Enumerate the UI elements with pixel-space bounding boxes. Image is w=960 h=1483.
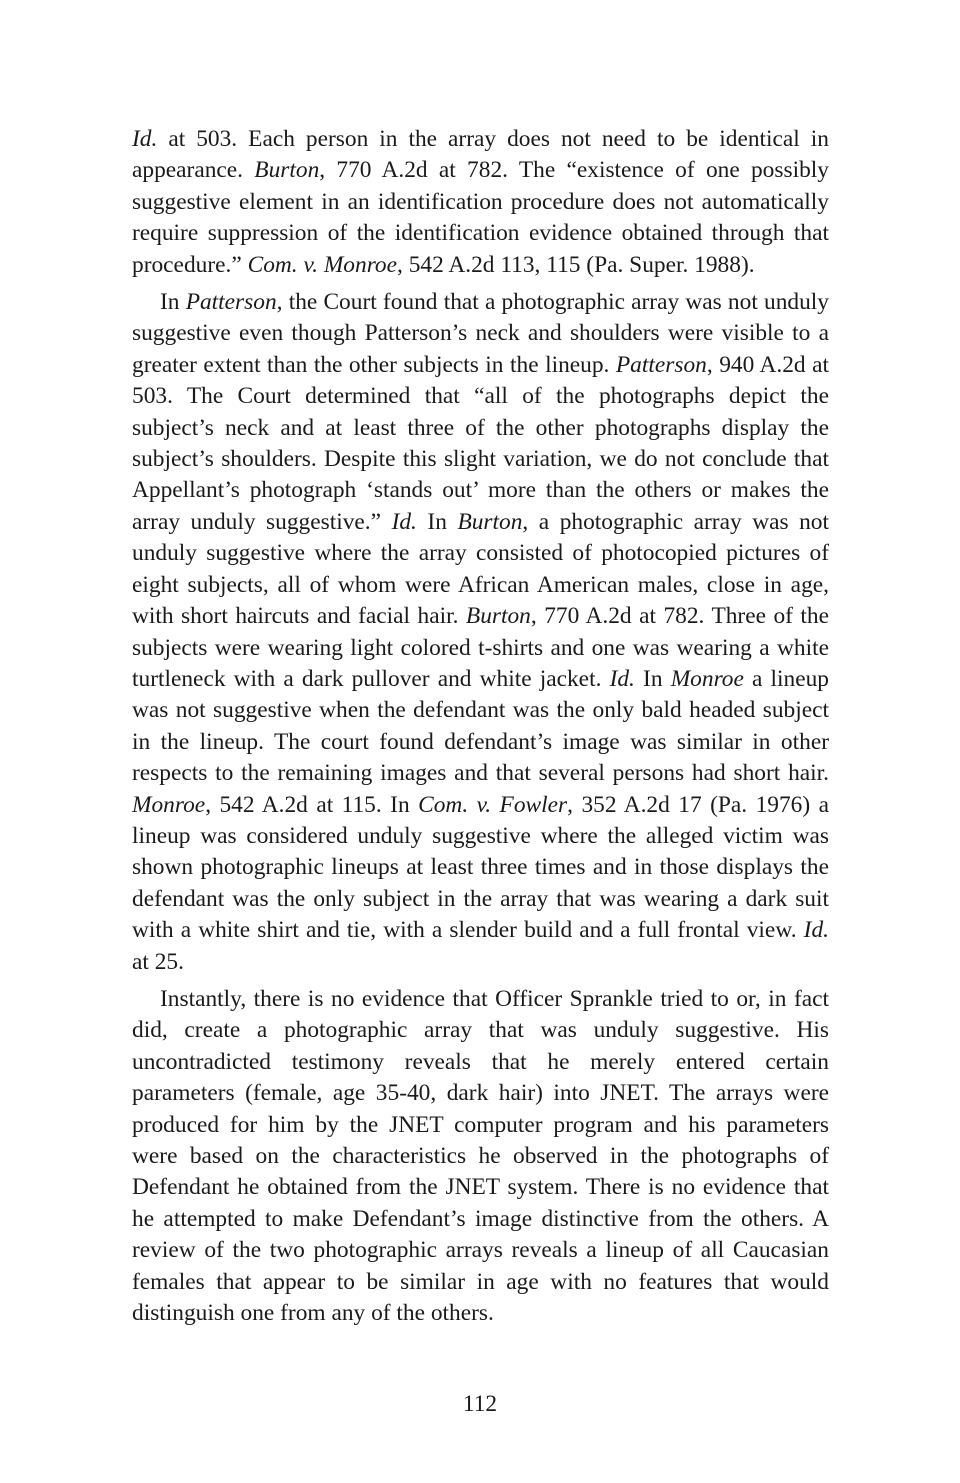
page-body xyxy=(132,124,829,1335)
case-name-fowler: Com. v. Fowler xyxy=(418,791,568,818)
paragraph-3 xyxy=(132,984,829,1329)
text-run: , a photographic array was not unduly suggestive where the array consisted of photocopied pictures of eight subjects, all of whom were African American males, close in age, with short haircuts and facial hair. xyxy=(132,508,829,630)
case-name-monroe: Monroe xyxy=(132,791,206,818)
citation-id: Id. xyxy=(803,917,829,944)
text-run: In xyxy=(160,289,186,316)
case-name-patterson: Patterson xyxy=(615,351,707,378)
text-run: the Court found that a photographic array was not unduly suggestive even though Patterson’s neck and shoulders were visible to a greater extent than the other subjects in the lineup. xyxy=(132,289,829,378)
case-name-patterson: Patterson, xyxy=(185,289,283,316)
text-run: Instantly, there is no evidence that Officer Sprankle tried to or, in fact did, create a photographic array that was unduly suggestive. His uncontradicted testimony reveals that he merely entered certain parameters (female, age 35-40, dark hair) into JNET. The arrays were produced for him by the JNET computer program and his parameters were based on the characteristics he observed in the photographs of Defendant he obtained from the JNET system. There is no evidence that he attempted to make Defendant’s image distinctive from the others. A review of the two photographic arrays reveals a lineup of all Caucasian females that appear to be similar in age with no features that would distinguish one from any of the others. xyxy=(132,985,829,1327)
text-run: , 352 A.2d 17 (Pa. 1976) a lineup was considered unduly suggestive where the alleged victim was shown photographic lineups at least three times and in those displays the defendant was the only subject in the array that was wearing a dark suit with a white shirt and tie, with a slender build and a full frontal view. xyxy=(132,791,830,944)
text-run: , 940 A.2d at 503. The Court determined that “all of the photographs depict the subject’s neck and at least three of the other photographs display the subject’s shoulders. Despite this slight variation, we do not conclude that Appellant’s photograph ‘stands out’ more than the others or makes the array unduly suggestive.” xyxy=(132,351,830,535)
citation-id: Id. xyxy=(609,665,635,692)
text-run: In xyxy=(416,508,458,535)
case-name-burton: Burton xyxy=(457,508,523,535)
case-name-burton: Burton xyxy=(254,157,320,184)
text-run: , 542 A.2d at 115. In xyxy=(205,791,419,818)
paragraph-1 xyxy=(132,124,829,281)
text-run: at 503. Each person in the array does not need to be identical in appearance. xyxy=(132,126,829,184)
case-name-monroe: Com. v. Monroe xyxy=(247,251,398,278)
citation-id: Id. xyxy=(132,126,158,152)
text-run: at 25. xyxy=(132,948,184,975)
text-run: a lineup was not suggestive when the defendant was the only bald headed subject in the lineup. The court found defendant’s image was similar in other respects to the remaining images and that several persons had short hair. xyxy=(132,665,830,787)
case-name-monroe: Monroe xyxy=(670,665,744,692)
text-run: , 542 A.2d 113, 115 (Pa. Super. 1988). xyxy=(397,251,755,278)
text-run: , 770 A.2d at 782. The “existence of one possibly suggestive element in an identification procedure does not automatically require suppression of the identification evidence obtained through that procedure.” xyxy=(132,157,829,278)
text-run: , 770 A.2d at 782. Three of the subjects were wearing light colored t-shirts and one was wearing a white turtleneck with a dark pullover and white jacket. xyxy=(132,603,829,692)
paragraph-2 xyxy=(132,287,829,978)
page-number: 112 xyxy=(462,1391,498,1417)
citation-id: Id. xyxy=(391,508,417,535)
case-name-burton: Burton xyxy=(465,603,531,630)
text-run: In xyxy=(634,665,671,692)
